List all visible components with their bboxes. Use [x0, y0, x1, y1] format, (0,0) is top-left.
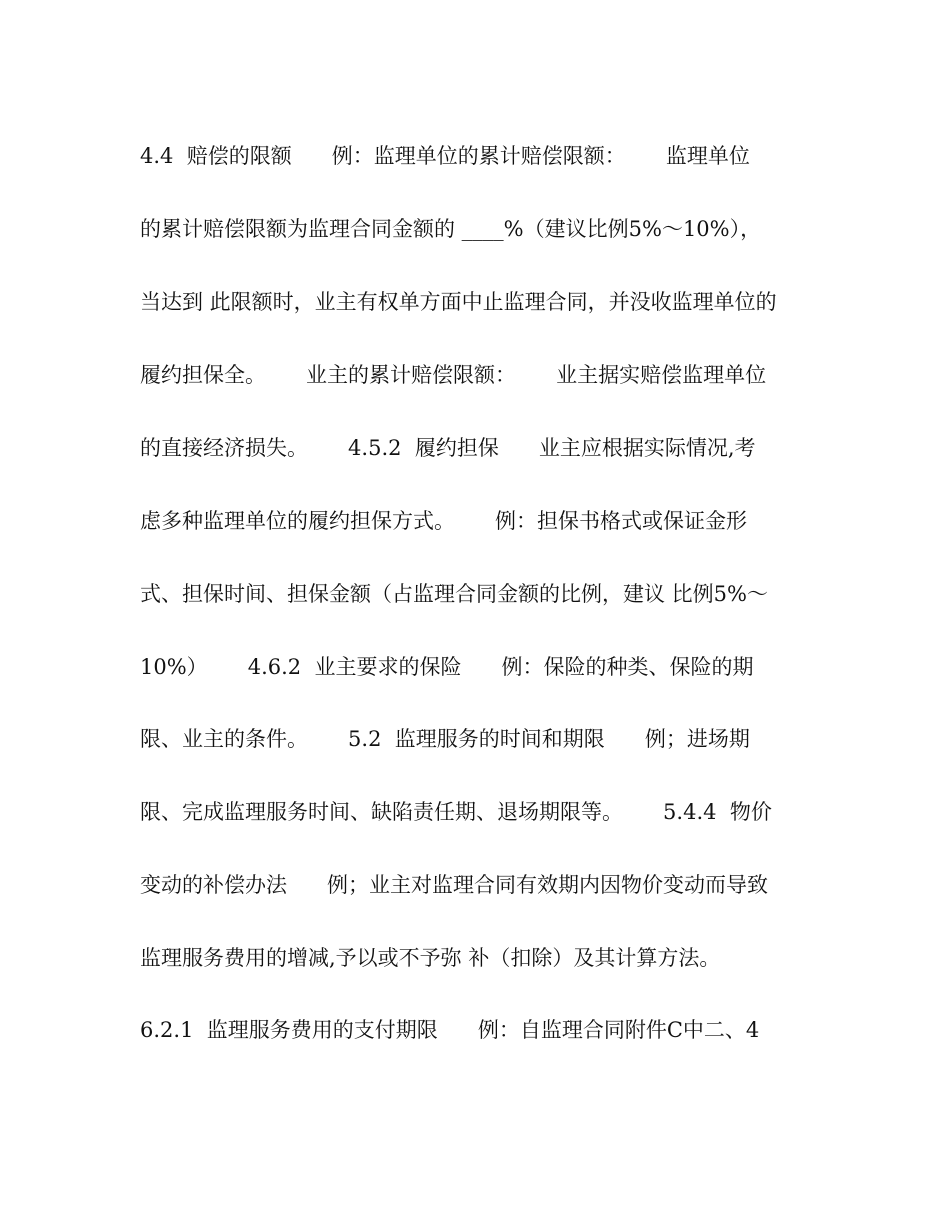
text-line: 变动的补偿办法 例；业主对监理合同有效期内因物价变动而导致: [140, 873, 769, 897]
text-line: 当达到 此限额时，业主有权单方面中止监理合同，并没收监理单位的: [140, 290, 777, 314]
text-line: 限、完成监理服务时间、缺陷责任期、退场期限等。 5.4.4 物价: [140, 800, 772, 824]
text-line: 虑多种监理单位的履约担保方式。 例：担保书格式或保证金形: [140, 509, 748, 533]
text-line: 监理服务费用的增减,予以或不予弥 补（扣除）及其计算方法。: [140, 946, 721, 970]
text-line: 6.2.1 监理服务费用的支付期限 例：自监理合同附件C中二、4: [140, 1018, 760, 1042]
text-line: 履约担保全。 业主的累计赔偿限额： 业主据实赔偿监理单位: [140, 363, 767, 387]
text-line: 式、担保时间、担保金额（占监理合同金额的比例，建议 比例5%～: [140, 582, 768, 606]
text-line: 4.4 赔偿的限额 例：监理单位的累计赔偿限额： 监理单位: [140, 144, 750, 168]
text-line: 限、业主的条件。 5.2 监理服务的时间和期限 例；进场期: [140, 727, 750, 751]
text-line: 的直接经济损失。 4.5.2 履约担保 业主应根据实际情况,考: [140, 436, 756, 460]
text-line: 10%） 4.6.2 业主要求的保险 例：保险的种类、保险的期: [140, 655, 754, 679]
text-line: 的累计赔偿限额为监理合同金额的 ____%（建议比例5%～10%），: [140, 217, 762, 241]
